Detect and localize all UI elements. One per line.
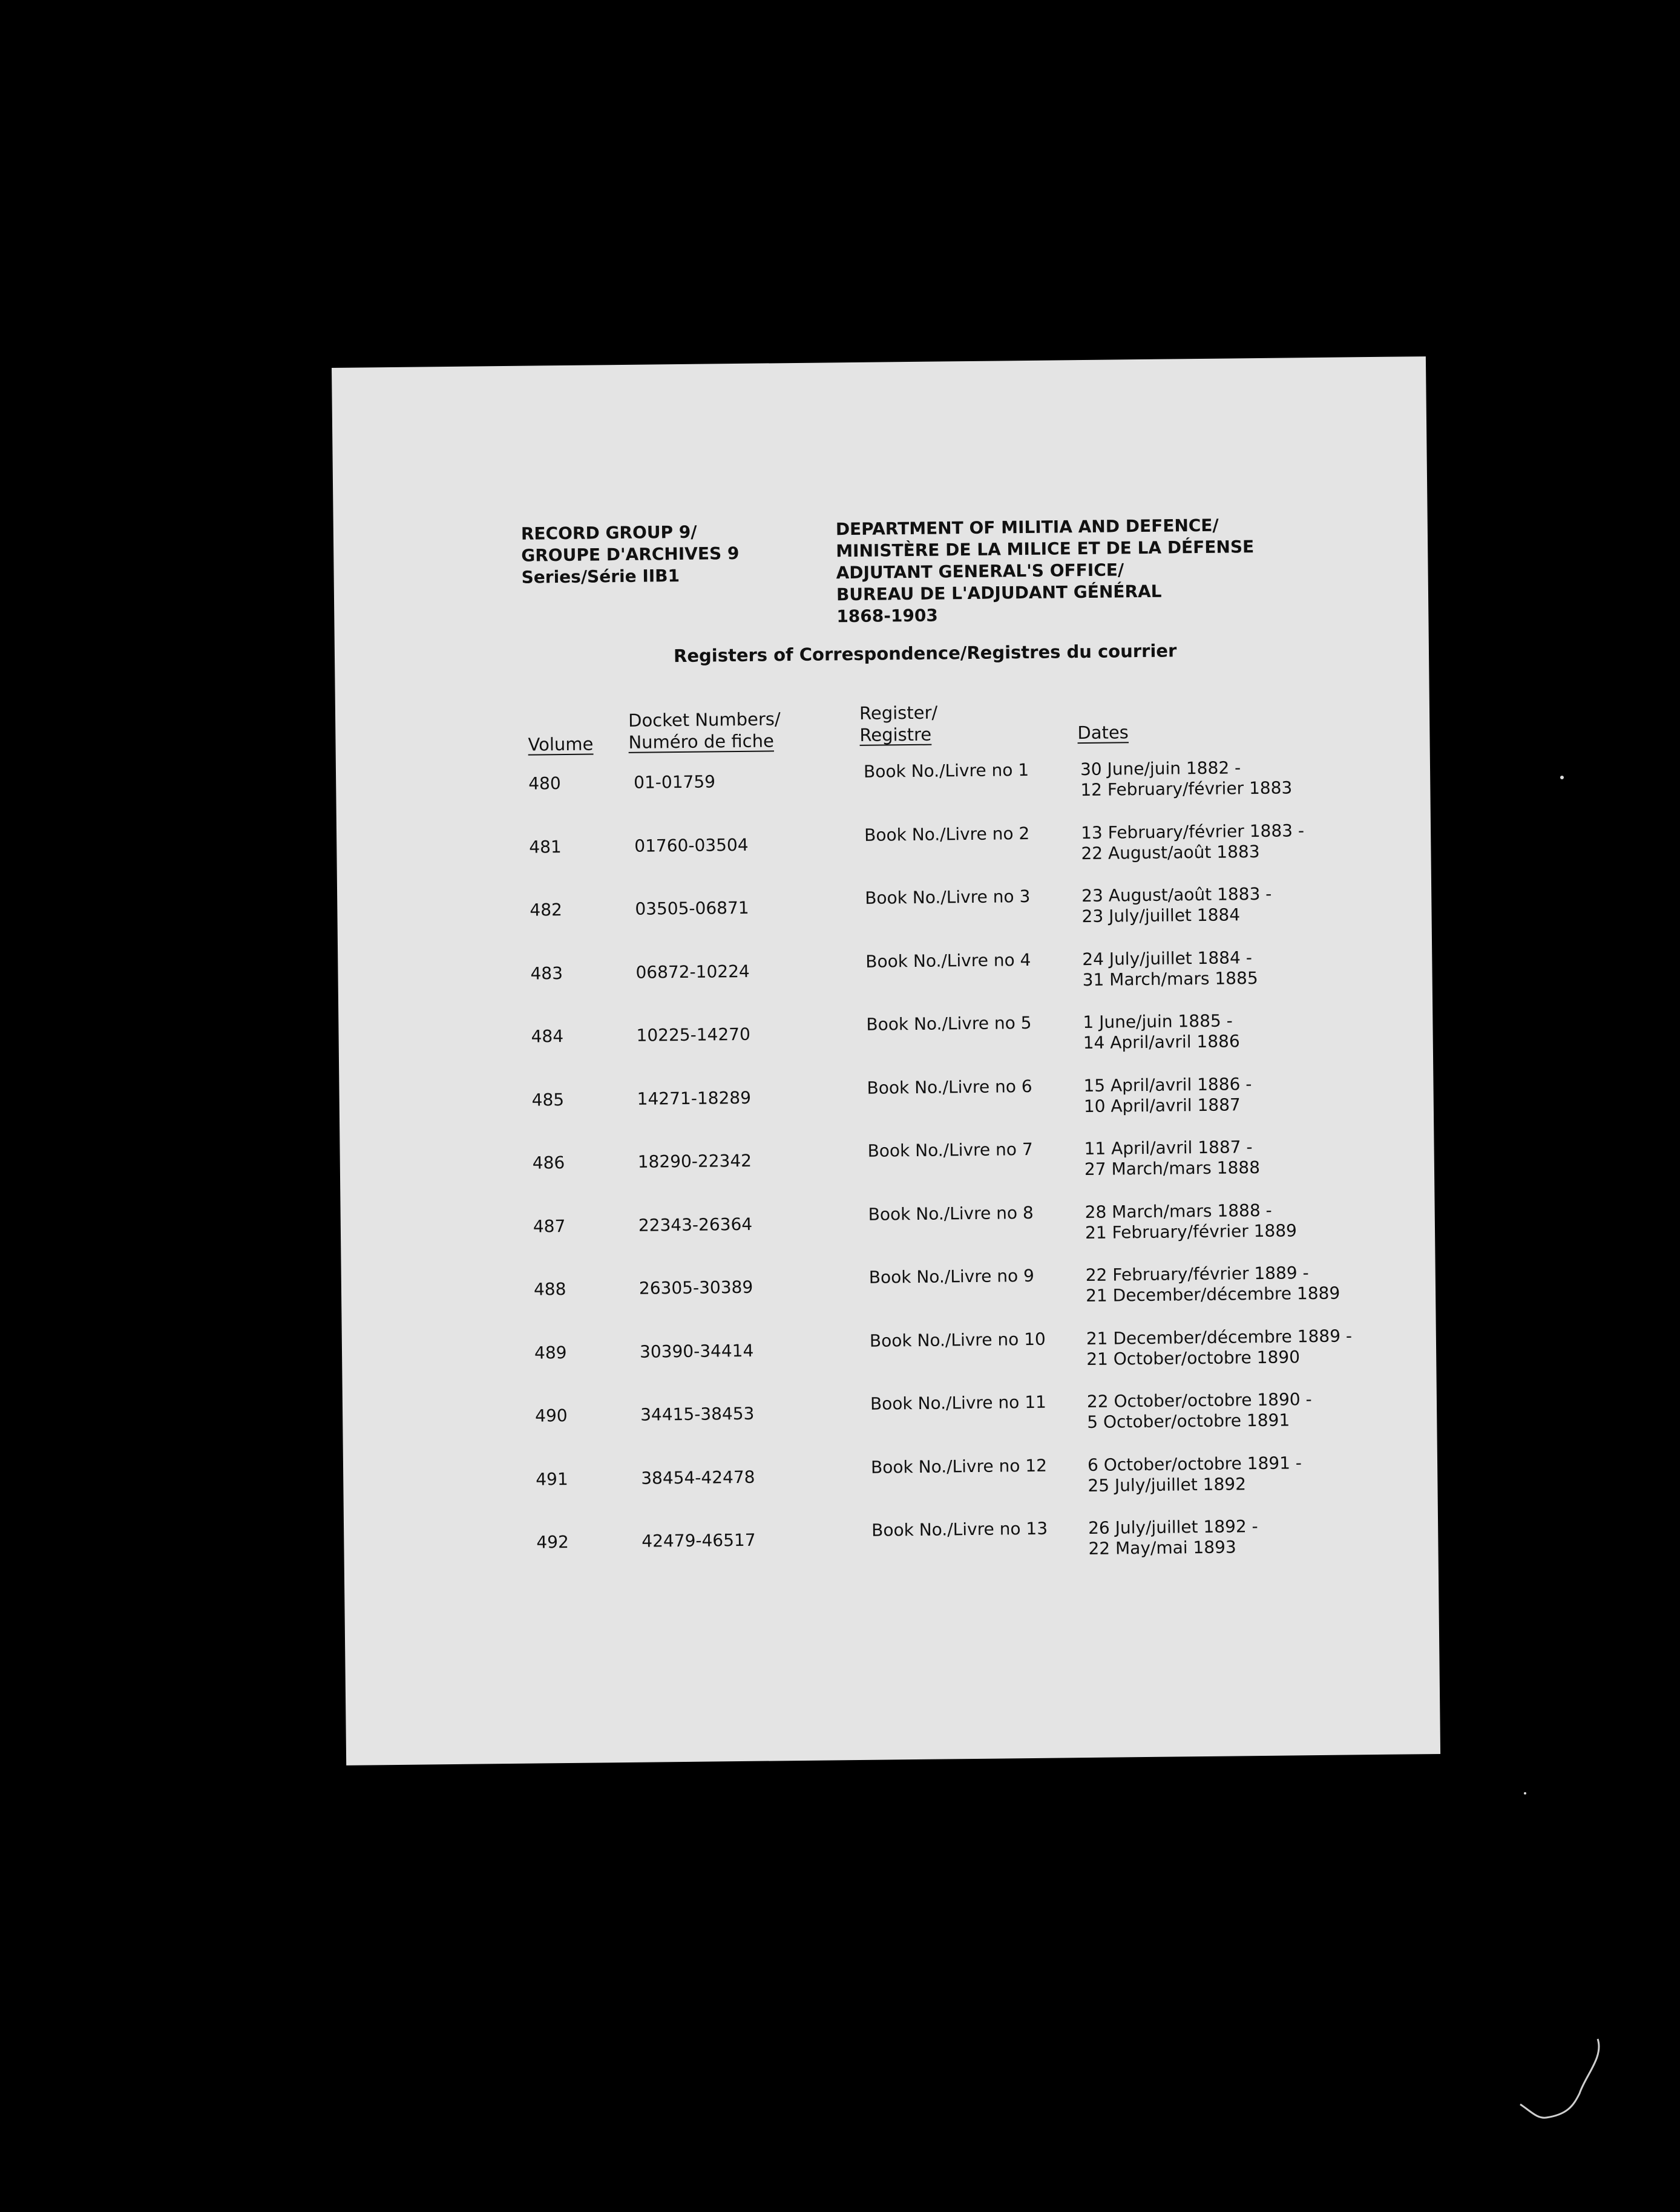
date-line: 1 June/juin 1885 - (1083, 1010, 1233, 1033)
register-cell: Book No./Livre no 3 (865, 886, 1031, 908)
date-line: 21 December/décembre 1889 - (1086, 1325, 1353, 1349)
date-line: 26 July/juillet 1892 - (1088, 1516, 1258, 1539)
date-line: 12 February/février 1883 (1080, 777, 1293, 800)
register-cell: Book No./Livre no 13 (871, 1518, 1048, 1540)
register-cell: Book No./Livre no 12 (870, 1455, 1048, 1477)
register-cell: Book No./Livre no 4 (865, 949, 1031, 972)
scan-speck (1524, 1792, 1526, 1795)
date-line: 22 October/octobre 1890 - (1086, 1389, 1312, 1412)
docket-cell: 01760-03504 (634, 834, 749, 856)
volume-cell: 482 (530, 900, 563, 920)
register-cell: Book No./Livre no 1 (863, 759, 1029, 782)
date-line: 25 July/juillet 1892 (1088, 1473, 1247, 1496)
docket-cell: 26305-30389 (638, 1277, 753, 1298)
register-cell: Book No./Livre no 10 (869, 1329, 1046, 1351)
header-line: Series/Série IIB1 (521, 565, 680, 587)
header-line: 1868-1903 (836, 605, 938, 627)
date-line: 30 June/juin 1882 - (1080, 758, 1241, 780)
docket-cell: 10225-14270 (636, 1024, 750, 1045)
date-line: 21 October/octobre 1890 (1086, 1346, 1301, 1369)
docket-cell: 34415-38453 (640, 1403, 755, 1425)
table-row (338, 946, 1432, 1020)
date-line: 22 May/mai 1893 (1088, 1537, 1236, 1559)
date-line: 11 April/avril 1887 - (1084, 1137, 1253, 1159)
table-row (341, 1198, 1436, 1272)
table-row (338, 1009, 1433, 1083)
dates-cell (1081, 820, 1305, 864)
docket-cell: 18290-22342 (637, 1150, 752, 1172)
docket-cell: 06872-10224 (635, 961, 750, 983)
date-line: 28 March/mars 1888 - (1084, 1200, 1272, 1222)
register-cell: Book No./Livre no 6 (867, 1076, 1032, 1098)
date-line: 31 March/mars 1885 (1082, 967, 1258, 990)
table-row (336, 756, 1431, 830)
date-line: 13 February/février 1883 - (1080, 820, 1305, 843)
table-row (340, 1135, 1434, 1209)
docket-cell: 42479-46517 (641, 1530, 756, 1551)
register-cell: Book No./Livre no 7 (867, 1139, 1033, 1161)
dates-cell (1086, 1263, 1340, 1306)
record-group-header (521, 521, 740, 589)
header-line: GROUPE D'ARCHIVES 9 (521, 543, 740, 566)
docket-cell: 01-01759 (634, 771, 716, 793)
column-header-docket: Docket Numbers/ Numéro de fiche (628, 708, 781, 753)
dates-cell (1083, 1010, 1240, 1053)
column-header-register: Register/ Registre (859, 702, 938, 745)
docket-cell: 30390-34414 (639, 1340, 754, 1362)
volume-cell: 491 (536, 1468, 568, 1490)
dates-cell (1084, 1137, 1260, 1180)
dates-cell (1083, 1074, 1252, 1117)
table-row (339, 1072, 1434, 1147)
header-line: RECORD GROUP 9/ (520, 522, 697, 544)
date-line: 24 July/juillet 1884 - (1082, 947, 1253, 969)
table-row (343, 1388, 1437, 1462)
volume-cell: 492 (536, 1532, 569, 1553)
volume-cell: 489 (534, 1342, 567, 1363)
dates-cell (1086, 1326, 1353, 1370)
register-cell: Book No./Livre no 11 (870, 1392, 1047, 1414)
header-line: ADJUTANT GENERAL'S OFFICE/ (836, 560, 1124, 583)
date-line: 15 April/avril 1886 - (1083, 1073, 1252, 1096)
register-table (336, 756, 1430, 1559)
dates-cell (1088, 1516, 1258, 1559)
table-row (341, 1261, 1436, 1336)
date-line: 6 October/octobre 1891 - (1087, 1452, 1302, 1475)
dates-cell (1082, 947, 1258, 990)
register-cell: Book No./Livre no 9 (868, 1265, 1035, 1288)
register-cell: Book No./Livre no 5 (866, 1012, 1032, 1035)
dates-cell (1081, 884, 1272, 927)
dates-cell (1087, 1389, 1312, 1433)
volume-cell: 480 (528, 773, 561, 794)
date-line: 10 April/avril 1887 (1083, 1094, 1241, 1116)
volume-cell: 485 (531, 1089, 565, 1110)
date-line: 23 August/août 1883 - (1081, 883, 1272, 906)
docket-cell: 03505-06871 (635, 897, 749, 919)
table-row (337, 882, 1432, 957)
department-header (836, 514, 1255, 627)
volume-cell: 481 (529, 836, 562, 857)
date-line: 22 February/février 1889 - (1085, 1263, 1309, 1286)
volume-cell: 484 (531, 1026, 564, 1047)
header-line: MINISTÈRE DE LA MILICE ET DE LA DÉFENSE (836, 537, 1255, 561)
table-row (343, 1451, 1438, 1525)
docket-cell: 14271-18289 (637, 1087, 752, 1109)
column-header-volume: Volume (528, 733, 594, 755)
table-row (344, 1514, 1439, 1589)
docket-cell: 22343-26364 (638, 1214, 753, 1235)
dates-cell (1085, 1200, 1298, 1243)
volume-cell: 483 (530, 963, 563, 984)
scan-speck (1560, 776, 1564, 779)
dates-cell (1088, 1453, 1302, 1496)
header-line: DEPARTMENT OF MILITIA AND DEFENCE/ (835, 515, 1219, 540)
header-line: BUREAU DE L'ADJUDANT GÉNÉRAL (836, 581, 1162, 605)
column-header-dates: Dates (1077, 722, 1129, 744)
table-row (336, 819, 1431, 894)
register-cell: Book No./Livre no 8 (868, 1202, 1034, 1225)
register-cell: Book No./Livre no 2 (864, 823, 1030, 845)
date-line: 27 March/mars 1888 (1084, 1157, 1261, 1180)
date-line: 21 February/février 1889 (1084, 1220, 1298, 1243)
dates-cell (1080, 757, 1293, 800)
date-line: 14 April/avril 1886 (1083, 1031, 1240, 1053)
volume-cell: 488 (533, 1279, 566, 1300)
volume-cell: 487 (533, 1216, 566, 1237)
volume-cell: 486 (532, 1153, 565, 1173)
volume-cell: 490 (534, 1405, 568, 1426)
date-line: 22 August/août 1883 (1081, 841, 1260, 863)
date-line: 23 July/juillet 1884 (1081, 905, 1241, 927)
document-page (332, 356, 1440, 1765)
scan-mark (1513, 2033, 1616, 2130)
date-line: 5 October/octobre 1891 (1087, 1410, 1290, 1433)
docket-cell: 38454-42478 (641, 1467, 755, 1488)
date-line: 21 December/décembre 1889 (1085, 1283, 1340, 1306)
document-subtitle: Registers of Correspondence/Registres du courrier (673, 640, 1177, 667)
table-row (342, 1324, 1437, 1399)
